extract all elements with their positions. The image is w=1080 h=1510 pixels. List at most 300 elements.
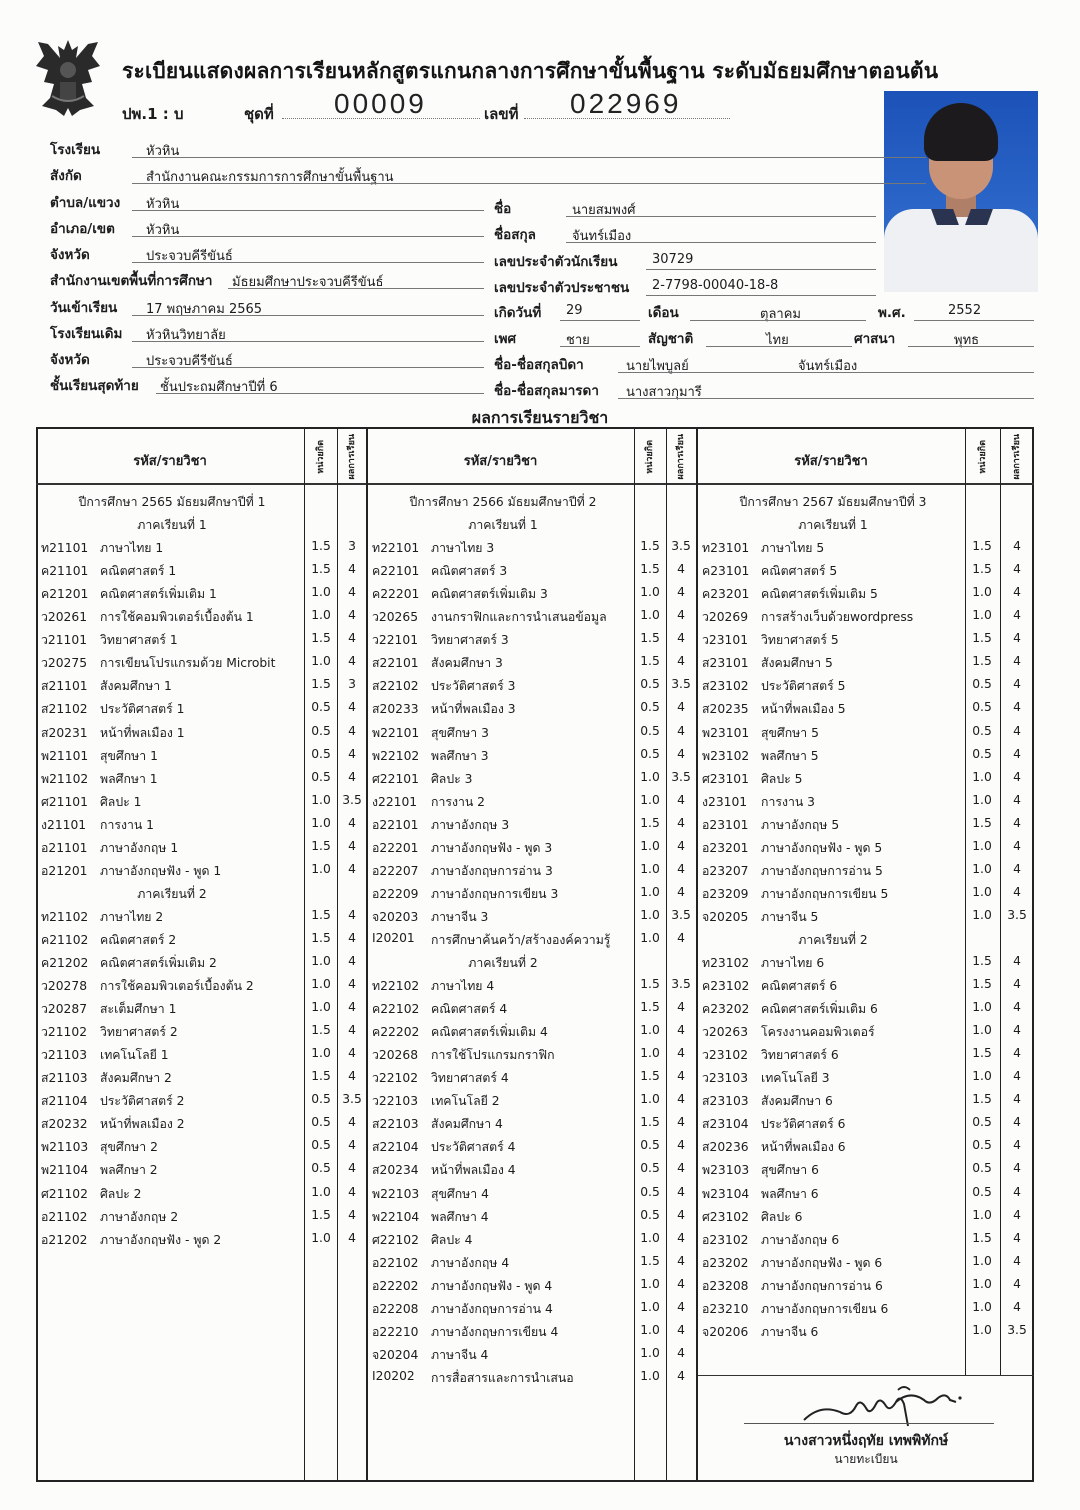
subject-credits: 1.5: [311, 539, 331, 554]
subject-credits: 1.0: [311, 1230, 331, 1245]
subject-grade: 4: [348, 1184, 356, 1199]
subject-name: คณิตศาสตร์เพิ่มเติม 3: [431, 587, 548, 602]
subject-credits: 1.0: [640, 608, 660, 623]
subject-name: การศึกษาค้นคว้า/สร้างองค์ความรู้: [431, 932, 611, 947]
subject-credits: 1.0: [972, 1069, 992, 1084]
subject-name: คณิตศาสตร์เพิ่มเติม 1: [100, 587, 217, 602]
subject-name: พลศึกษา 1: [100, 771, 158, 786]
first-name-value: นายสมพงศ์: [572, 203, 636, 218]
subject-code: ค21102: [41, 932, 89, 947]
subject-row: [372, 539, 698, 562]
subject-row: [41, 954, 369, 977]
student-id-value: 30729: [652, 252, 694, 267]
subject-grade: 4: [348, 1138, 356, 1153]
subject-code: ศ23101: [702, 771, 749, 786]
subject-name: วิทยาศาสตร์ 4: [431, 1071, 509, 1086]
subject-code: ง23101: [702, 794, 748, 809]
subject-grade: 4: [677, 585, 685, 600]
subject-grade: 4: [677, 723, 685, 738]
subject-credits: 0.5: [311, 723, 331, 738]
subject-code: ค21201: [41, 587, 89, 602]
subject-name: คณิตศาสตร์ 2: [100, 932, 177, 947]
subject-grade: 4: [1013, 1138, 1021, 1153]
subject-code: ส21101: [41, 679, 88, 694]
subject-grade: 4: [677, 815, 685, 830]
subject-credits: 1.5: [640, 654, 660, 669]
gender-value: ชาย: [566, 333, 590, 348]
subject-code: พ23102: [702, 748, 750, 763]
subject-name: ภาษาอังกฤษการเขียน 4: [431, 1324, 559, 1339]
subject-code: ส21104: [41, 1094, 88, 1109]
subject-grade: 3.5: [1007, 907, 1027, 922]
subject-grade: 4: [677, 1230, 685, 1245]
subject-code: I20202: [372, 1368, 415, 1383]
subject-grade: 4: [348, 861, 356, 876]
subject-credits: 0.5: [640, 746, 660, 761]
subject-code: ค22202: [372, 1025, 420, 1040]
subject-credits: 1.0: [640, 1092, 660, 1107]
subject-credits: 1.0: [311, 1000, 331, 1015]
subject-grade: 4: [348, 723, 356, 738]
subject-code: อ22209: [372, 886, 419, 901]
subject-row: [372, 700, 698, 723]
document-number: 022969: [570, 88, 682, 119]
subject-code: ว22102: [372, 1071, 419, 1086]
subject-grade: 4: [348, 1161, 356, 1176]
subject-row: [702, 885, 1034, 908]
subject-name: การงาน 2: [431, 794, 486, 809]
mother-value: นางสาวกุมารี: [626, 385, 702, 400]
subject-credits: 1.0: [972, 1299, 992, 1314]
subject-credits: 1.0: [640, 884, 660, 899]
affiliation-value: สำนักงานคณะกรรมการการศึกษาขั้นพื้นฐาน: [146, 170, 394, 185]
subject-name: การงาน 1: [100, 817, 155, 832]
subject-grade: 3.5: [671, 769, 691, 784]
subject-row: [702, 1277, 1034, 1300]
subject-grade: 4: [1013, 1230, 1021, 1245]
subject-row: [41, 793, 369, 816]
subject-code: ว23101: [702, 633, 749, 648]
subject-grade: 4: [1013, 977, 1021, 992]
subject-code: ส20232: [41, 1117, 88, 1132]
subject-grade: 4: [677, 1253, 685, 1268]
subject-grade: 4: [677, 1138, 685, 1153]
subject-code: ศ21101: [41, 794, 88, 809]
registrar-name: นางสาวหนึ่งฤทัย เทพพิทักษ์: [783, 1433, 949, 1449]
subject-row: [702, 862, 1034, 885]
subject-credits: 1.0: [311, 1184, 331, 1199]
subject-row: [702, 585, 1034, 608]
subject-credits: 1.5: [972, 977, 992, 992]
subject-code: ค21101: [41, 564, 89, 579]
subject-name: คณิตศาสตร์เพิ่มเติม 4: [431, 1025, 548, 1040]
subject-name: ภาษาไทย 2: [100, 909, 164, 924]
subject-grade: 4: [1013, 654, 1021, 669]
col-header-grade-1: ผลการเรียน: [346, 434, 357, 480]
subject-credits: 1.0: [311, 585, 331, 600]
subject-credits: 1.0: [972, 1253, 992, 1268]
subject-row: [41, 1023, 369, 1046]
subject-credits: 1.0: [311, 977, 331, 992]
subject-row: [702, 1138, 1034, 1161]
area-office-value: มัธยมศึกษาประจวบคีรีขันธ์: [232, 275, 384, 290]
document-title: ระเบียนแสดงผลการเรียนหลักสูตรแกนกลางการศึกษาขั้นพื้นฐาน ระดับมัธยมศึกษาตอนต้น: [122, 59, 939, 83]
subject-row: [41, 1069, 369, 1092]
subject-row: [41, 1046, 369, 1069]
subject-code: ง22101: [372, 794, 418, 809]
subject-name: วิทยาศาสตร์ 2: [100, 1025, 178, 1040]
subject-row: [41, 862, 369, 885]
subject-credits: 1.0: [311, 954, 331, 968]
subject-name: สุขศึกษา 5: [761, 725, 819, 740]
subject-credits: 1.0: [972, 585, 992, 600]
subject-credits: 1.5: [972, 954, 992, 968]
subject-grade: 4: [348, 1046, 356, 1061]
subject-code: อ22102: [372, 1255, 419, 1270]
subject-name: ภาษาไทย 5: [761, 541, 825, 556]
subject-row: [372, 747, 698, 770]
subject-code: ว22101: [372, 633, 419, 648]
subject-credits: 1.5: [640, 562, 660, 577]
subject-grade: 3.5: [1007, 1322, 1027, 1337]
subject-code: พ23103: [702, 1163, 750, 1178]
subject-code: จ20203: [372, 909, 419, 924]
subject-row: [702, 793, 1034, 816]
subject-row: [372, 793, 698, 816]
col-header-credits-1: หน่วยกิต: [315, 440, 326, 474]
subject-name: ประวัติศาสตร์ 1: [100, 702, 185, 717]
subject-code: พ21104: [41, 1163, 89, 1178]
subject-row: [372, 1277, 698, 1300]
subject-grade: 4: [1013, 792, 1021, 807]
subject-name: ประวัติศาสตร์ 6: [761, 1117, 846, 1132]
subject-row: [41, 562, 369, 585]
subject-grade: 4: [348, 1069, 356, 1084]
col-header-subject-1: รหัส/รายวิชา: [133, 454, 207, 469]
subject-grade: 4: [677, 1276, 685, 1291]
subject-code: ท23101: [702, 541, 750, 556]
year-heading: ปีการศึกษา 2566 มัธยมศึกษาปีที่ 2: [409, 495, 597, 509]
subject-row: [702, 954, 1034, 977]
subject-grade: 3.5: [342, 792, 362, 807]
col-header-subject-3: รหัส/รายวิชา: [794, 454, 868, 469]
subject-row: [41, 977, 369, 1000]
col-header-grade-2: ผลการเรียน: [676, 434, 686, 480]
subject-name: ศิลปะ 4: [431, 1232, 473, 1247]
subject-grade: 4: [1013, 1046, 1021, 1061]
subject-grade: 4: [1013, 838, 1021, 853]
subject-row: [372, 1254, 698, 1277]
subject-name: ประวัติศาสตร์ 2: [100, 1094, 185, 1109]
subject-row: [372, 631, 698, 654]
subject-grade: 4: [348, 1115, 356, 1130]
subject-row: [702, 839, 1034, 862]
subject-grade: 4: [1013, 1092, 1021, 1107]
subject-credits: 1.5: [640, 1253, 660, 1268]
subject-grade: 4: [1013, 1000, 1021, 1015]
subject-credits: 0.5: [311, 1115, 331, 1130]
subject-grade: 4: [348, 815, 356, 830]
subject-code: ว20275: [41, 656, 88, 671]
subject-credits: 1.0: [311, 815, 331, 830]
subject-name: งานกราฟิกและการนำเสนอข้อมูล: [431, 610, 607, 625]
subject-code: จ20204: [372, 1347, 419, 1362]
subject-credits: 0.5: [311, 1092, 331, 1107]
subject-row: [372, 1000, 698, 1023]
subject-credits: 1.5: [640, 539, 660, 554]
subject-credits: 1.5: [972, 562, 992, 577]
subject-row: [372, 585, 698, 608]
subject-code: ค23101: [702, 564, 750, 579]
subject-name: ภาษาอังกฤษการเขียน 6: [761, 1301, 889, 1316]
subject-grade: 4: [348, 838, 356, 853]
subject-credits: 0.5: [972, 1184, 992, 1199]
garuda-emblem-icon: [32, 36, 104, 118]
subject-name: การสื่อสารและการนำเสนอ: [431, 1370, 574, 1385]
subject-code: ว20268: [372, 1048, 419, 1063]
subject-row: [702, 1092, 1034, 1115]
subject-row: [372, 885, 698, 908]
subject-row: [41, 931, 369, 954]
subject-grade: 4: [1013, 1184, 1021, 1199]
subject-name: สุขศึกษา 1: [100, 748, 158, 763]
subject-credits: 1.5: [311, 677, 331, 692]
subject-name: หน้าที่พลเมือง 5: [761, 702, 846, 717]
subject-code: อ22207: [372, 863, 419, 878]
subject-grade: 4: [677, 631, 685, 646]
subject-code: ส23102: [702, 679, 749, 694]
subject-credits: 1.0: [972, 1276, 992, 1291]
subject-grade: 4: [1013, 1207, 1021, 1222]
subject-name: วิทยาศาสตร์ 1: [100, 633, 178, 648]
subject-row: [702, 724, 1034, 747]
subject-credits: 1.0: [311, 792, 331, 807]
subject-credits: 1.5: [972, 815, 992, 830]
subject-grade: 4: [1013, 769, 1021, 784]
subject-code: ส20235: [702, 702, 749, 717]
subject-row: [41, 631, 369, 654]
subject-name: พลศึกษา 4: [431, 1209, 489, 1224]
subject-credits: 1.5: [311, 907, 331, 922]
serial-row: [122, 88, 742, 122]
subject-code: ศ22101: [372, 771, 419, 786]
subject-grade: 4: [1013, 1023, 1021, 1038]
subject-row: [372, 1300, 698, 1323]
subject-code: ท22102: [372, 979, 420, 994]
subject-name: วิทยาศาสตร์ 3: [431, 633, 509, 648]
subject-code: พ23104: [702, 1186, 750, 1201]
subject-row: [41, 770, 369, 793]
subject-code: ศ21102: [41, 1186, 88, 1201]
subject-credits: 1.5: [972, 631, 992, 646]
subject-name: ศิลปะ 2: [100, 1186, 142, 1201]
last-name-value: จันทร์เมือง: [572, 229, 632, 244]
subject-grade: 4: [677, 1092, 685, 1107]
subject-row: [41, 700, 369, 723]
subject-grade: 4: [348, 746, 356, 761]
subject-code: ศ23102: [702, 1209, 749, 1224]
year-heading: ปีการศึกษา 2567 มัธยมศึกษาปีที่ 3: [739, 495, 927, 509]
subject-grade: 4: [677, 746, 685, 761]
subject-code: อ23207: [702, 863, 749, 878]
subject-grade: 4: [677, 1299, 685, 1314]
subject-credits: 1.0: [972, 1207, 992, 1222]
subject-row: [372, 1161, 698, 1184]
subject-name: ภาษาอังกฤษฟัง - พูด 4: [431, 1278, 553, 1293]
subject-row: [702, 1300, 1034, 1323]
subject-code: อ21201: [41, 863, 88, 878]
subject-credits: 1.0: [972, 861, 992, 876]
subject-name: สุขศึกษา 6: [761, 1163, 819, 1178]
subject-credits: 0.5: [972, 746, 992, 761]
subject-row: [702, 608, 1034, 631]
subject-grade: 4: [677, 1184, 685, 1199]
subject-grade: 4: [1013, 539, 1021, 554]
subject-row: [372, 562, 698, 585]
term-heading: ภาคเรียนที่ 1: [137, 518, 207, 533]
subject-row: [702, 1254, 1034, 1277]
subject-credits: 1.0: [972, 1000, 992, 1015]
subject-name: คณิตศาสตร์ 6: [761, 979, 838, 994]
subject-row: [702, 677, 1034, 700]
subject-credits: 1.0: [640, 1023, 660, 1038]
subject-name: สังคมศึกษา 1: [100, 679, 172, 694]
subject-credits: 1.5: [972, 1230, 992, 1245]
birth-day-value: 29: [566, 303, 583, 318]
subject-grade: 4: [677, 608, 685, 623]
transcript-page: ระเบียนแสดงผลการเรียนหลักสูตรแกนกลางการศึกษาขั้นพื้นฐาน ระดับมัธยมศึกษาตอนต้น ปพ.1 : บ ชุดที่ 00009 เลขที่ 022969 โรงเรียน หัวหิน สังกัด สำนักงานคณะกรรมการการศึกษาขั้นพื้นฐาน ตำบล/แขวง หัวหิน อำเภอ/เขต หัวหิน จังหวัด ประจวบคีรีขันธ์ สำนักงานเขตพื้นที่การศึกษา มัธยมศึกษาประจวบคีรีขันธ์ วันเข้าเรียน 17 พฤษภาคม 2565 โรงเรียนเดิม หัวหินวิทยาลัย จังหวัด ประจวบคีรีขันธ์ ชั้นเรียนสุดท้าย ชั้นประถมศึกษาปีที่ 6 ชื่อ นายสมพงศ์ ชื่อสกุล จันทร์เมือง เลขประจำตัวนักเรียน 30729 เลขประจำตัวประชาชน 2-7798-00040-18-8 เกิดวันที่ 29 เดือน ตุลาคม พ.ศ. 2552 เพศ ชาย สัญชาติ ไทย ศาสนา พุทธ ชื่อ-ชื่อสกุลบิดา นายไพบูลย์ จันทร์เมือง ชื่อ-ชื่อสกุลมารดา นางสาวกุมารี ผลการเรียนรายวิชา รหัส/รายวิชา หน่วยกิต ผลการเรียน รหัส/รายวิชา หน่วยกิต ผลการเรียน รหัส/รายวิชา หน่วยกิต ผลการเรียน ปีการศึกษา 2565 มัธยมศึกษาปีที่ 1 ภาคเรียนที่ 1 ท21101 ภาษาไทย 1 1.5 3 ค21101 คณิตศาสตร์ 1 1.5 4 ค21201 คณิตศาสตร์เพิ่มเติม 1 1.0 4 ว20261 การใช้คอมพิวเตอร์เบื้องต้น 1 1.0 4 ว21101 วิทยาศาสตร์ 1 1.5 4 ว20275 การเขียนโปรแกรมด้วย Microbit 1.0 4 ส21101 สังคมศึกษา 1 1.5 3 ส21102 ประวัติศาสตร์ 1 0.5 4 ส20231 หน้าที่พลเมือง 1 0.5 4 พ21101 สุขศึกษา 1 0.5 4 พ21102 พลศึกษา 1 0.5 4 ศ21101 ศิลปะ 1 1.0 3.5 ง21101 การงาน 1 1.0 4 อ21101 ภาษาอังกฤษ 1 1.5 4 อ21201 ภาษาอังกฤษฟัง - พูด 1 1.0 4 ภาคเรียนที่ 2 ท21102 ภาษาไทย 2 1.5 4 ค21102 คณิตศาสตร์ 2 1.5 4 ค21202 คณิตศาสตร์เพิ่มเติม 2 1.0 4 ว20278 การใช้คอมพิวเตอร์เบื้องต้น 2 1.0 4 ว20287 สะเต็มศึกษา 1 1.0 4 ว21102 วิทยาศาสตร์ 2 1.5 4 ว21103 เทคโนโลยี 1 1.0 4 ส21103 สังคมศึกษา 2 1.5 4 ส21104 ประวัติศาสตร์ 2 0.5 3.5 ส20232 หน้าที่พลเมือง 2 0.5 4 พ21103 สุขศึกษา 2 0.5 4 พ21104 พลศึกษา 2 0.5 4 ศ21102 ศิลปะ 2 1.0 4 อ21102 ภาษาอังกฤษ 2 1.5 4 อ21202 ภาษาอังกฤษฟัง - พูด 2 1.0 4 ปีการศึกษา 2566 มัธยมศึกษาปีที่ 2 ภาคเรียนที่ 1 ท22101 ภาษาไทย 3 1.5 3.5 ค22101 คณิตศาสตร์ 3 1.5 4 ค22201 คณิตศาสตร์เพิ่มเติม 3 1.0 4 ว20265 งานกราฟิกและการนำเสนอข้อมูล 1.0 4 ว22101 วิทยาศาสตร์ 3 1.5 4 ส22101 สังคมศึกษา 3 1.5 4 ส22102 ประวัติศาสตร์ 3 0.5 3.5 ส20233 หน้าที่พลเมือง 3 0.5 4 พ22101 สุขศึกษา 3 0.5 4 พ22102 พลศึกษา 3 0.5 4 ศ22101 ศิลปะ 3 1.0 3.5 ง22101 การงาน 2 1.0 4 อ22101 ภาษาอังกฤษ 3 1.5 4 อ22201 ภาษาอังกฤษฟัง - พูด 3 1.0 4 อ22207 ภาษาอังกฤษการอ่าน 3 1.0 4 อ22209 ภาษาอังกฤษการเขียน 3 1.0 4 จ20203 ภาษาจีน 3 1.0 3.5 I20201 การศึกษาค้นคว้า/สร้างองค์ความรู้ 1.0 4 ภาคเรียนที่ 2 ท22102 ภาษาไทย 4 1.5 3.5 ค22102 คณิตศาสตร์ 4 1.5 4 ค22202 คณิตศาสตร์เพิ่มเติม 4 1.0 4 ว20268 การใช้โปรแกรมกราฟิก 1.0 4 ว22102 วิทยาศาสตร์ 4 1.5 4 ว22103 เทคโนโลยี 2 1.0 4 ส22103 สังคมศึกษา 4 1.5 4 ส22104 ประวัติศาสตร์ 4 0.5 4 ส20234 หน้าที่พลเมือง 4 0.5 4 พ22103 สุขศึกษา 4 0.5 4 พ22104 พลศึกษา 4 0.5 4 ศ22102 ศิลปะ 4 1.0 4 อ22102 ภาษาอังกฤษ 4 1.5 4 อ22202 ภาษาอังกฤษฟัง - พูด 4 1.0 4 อ22208 ภาษาอังกฤษการอ่าน 4 1.0 4 อ22210 ภาษาอังกฤษการเขียน 4 1.0 4 จ20204 ภาษาจีน 4 1.0 4 I20202 การสื่อสารและการนำเสนอ 1.0 4 ปีการศึกษา 2567 มัธยมศึกษาปีที่ 3 ภาคเรียนที่ 1 ท23101 ภาษาไทย 5 1.5 4 ค23101 คณิตศาสตร์ 5 1.5 4 ค23201 คณิตศาสตร์เพิ่มเติม 5 1.0 4 ว20269 การสร้างเว็บด้วยwordpress 1.0 4 ว23101 วิทยาศาสตร์ 5 1.5 4 ส23101 สังคมศึกษา 5 1.5 4 ส23102 ประวัติศาสตร์ 5 0.5 4 ส20235 หน้าที่พลเมือง 5 0.5 4 พ23101 สุขศึกษา 5 0.5 4 พ23102 พลศึกษา 5 0.5 4 ศ23101 ศิลปะ 5 1.0 4 ง23101 การงาน 3 1.0 4 อ23101 ภาษาอังกฤษ 5 1.5 4 อ23201 ภาษาอังกฤษฟัง - พูด 5 1.0 4 อ23207 ภาษาอังกฤษการอ่าน 5 1.0 4 อ23209 ภาษาอังกฤษการเขียน 5 1.0 4 จ20205 ภาษาจีน 5 1.0 3.5 ภาคเรียนที่ 2 ท23102 ภาษาไทย 6 1.5 4 ค23102 คณิตศาสตร์ 6 1.5 4 ค23202 คณิตศาสตร์เพิ่มเติม 6 1.0 4 ว20263 โครงงานคอมพิวเตอร์ 1.0 4 ว23102 วิทยาศาสตร์ 6 1.5 4 ว23103 เทคโนโลยี 3 1.0 4 ส23103 สังคมศึกษา 6 1.5 4 ส23104 ประวัติศาสตร์ 6 0.5 4 ส20236 หน้าที่พลเมือง 6 0.5 4 พ23103 สุขศึกษา 6 0.5 4 พ23104 พลศึกษา 6 0.5 4 ศ23102 ศิลปะ 6 1.0 4 อ23102 ภาษาอังกฤษ 6 1.5 4 อ23202 ภาษาอังกฤษฟัง - พูด 6 1.0 4 อ23208 ภาษาอังกฤษการอ่าน 6 1.0 4 อ23210 ภาษาอังกฤษการเขียน 6 1.0 4 จ20206 ภาษาจีน 6 1.0 3.5 นางสาวหนึ่งฤทัย เทพพิทักษ์ นายทะเบียน: [0, 0, 1080, 1510]
subject-row: [702, 1323, 1034, 1346]
subject-row: [372, 1369, 698, 1392]
subject-grade: 3.5: [671, 539, 691, 554]
subject-row: [372, 770, 698, 793]
subject-grade: 4: [1013, 608, 1021, 623]
province-value: ประจวบคีรีขันธ์: [146, 249, 233, 264]
subject-name: เทคโนโลยี 1: [100, 1048, 169, 1063]
subject-row: [372, 654, 698, 677]
subject-grade: 4: [1013, 746, 1021, 761]
subject-row: [702, 908, 1034, 931]
subject-credits: 1.5: [311, 930, 331, 945]
subject-name: การใช้โปรแกรมกราฟิก: [431, 1048, 555, 1063]
subject-name: เทคโนโลยี 3: [761, 1071, 830, 1086]
subject-code: ส23101: [702, 656, 749, 671]
subject-code: ส23103: [702, 1094, 749, 1109]
subject-code: ว20261: [41, 610, 88, 625]
subject-credits: 1.0: [972, 1023, 992, 1038]
subject-name: สังคมศึกษา 5: [761, 656, 833, 671]
subject-name: สังคมศึกษา 4: [431, 1117, 503, 1132]
subject-row: [372, 1138, 698, 1161]
term-heading: ภาคเรียนที่ 1: [468, 518, 538, 533]
subject-name: ภาษาอังกฤษฟัง - พูด 2: [100, 1232, 222, 1247]
subject-grade: 4: [1013, 677, 1021, 692]
subject-grade: 4: [348, 608, 356, 623]
subject-grade: 4: [677, 838, 685, 853]
subject-code: ส21103: [41, 1071, 88, 1086]
subject-name: ภาษาจีน 3: [431, 909, 489, 924]
subject-row: [702, 700, 1034, 723]
subject-credits: 0.5: [311, 700, 331, 715]
subject-code: ว20278: [41, 979, 88, 994]
subject-code: อ22101: [372, 817, 419, 832]
subject-code: ว21102: [41, 1025, 88, 1040]
subject-name: หน้าที่พลเมือง 1: [100, 725, 185, 740]
subject-row: [41, 608, 369, 631]
subject-grade: 4: [348, 769, 356, 784]
subject-code: ว20263: [702, 1025, 749, 1040]
subject-grade: 3.5: [671, 977, 691, 992]
subject-credits: 1.5: [640, 1115, 660, 1130]
subject-grade: 4: [677, 654, 685, 669]
results-title: ผลการเรียนรายวิชา: [471, 408, 609, 427]
subject-name: ภาษาไทย 3: [431, 541, 495, 556]
subject-credits: 1.0: [640, 1299, 660, 1314]
subject-row: [372, 1346, 698, 1369]
term-heading: ภาคเรียนที่ 1: [798, 518, 868, 533]
subject-code: อ23202: [702, 1255, 749, 1270]
subject-credits: 1.5: [311, 1069, 331, 1084]
subject-row: [41, 908, 369, 931]
subject-code: ว23103: [702, 1071, 749, 1086]
subject-row: [41, 1115, 369, 1138]
district-value: หัวหิน: [146, 223, 180, 238]
subject-grade: 4: [677, 1000, 685, 1015]
subject-name: ศิลปะ 1: [100, 794, 142, 809]
subject-name: การใช้คอมพิวเตอร์เบื้องต้น 1: [100, 610, 254, 625]
subject-credits: 0.5: [640, 1184, 660, 1199]
subject-grade: 3: [348, 539, 356, 554]
subject-name: ภาษาอังกฤษ 1: [100, 840, 179, 855]
subject-code: อ21202: [41, 1232, 88, 1247]
subject-credits: 0.5: [640, 723, 660, 738]
subject-code: อ22208: [372, 1301, 419, 1316]
col-header-grade-3: ผลการเรียน: [1012, 434, 1022, 480]
subject-code: ค23102: [702, 979, 750, 994]
subject-credits: 1.5: [311, 838, 331, 853]
subject-grade: 4: [677, 884, 685, 899]
subject-row: [702, 1231, 1034, 1254]
subject-row: [702, 770, 1034, 793]
birth-year-value: 2552: [948, 303, 982, 318]
subject-row: [702, 654, 1034, 677]
subject-grade: 4: [677, 1115, 685, 1130]
col-header-subject-2: รหัส/รายวิชา: [463, 454, 538, 469]
subject-row: [41, 654, 369, 677]
subject-grade: 4: [1013, 1161, 1021, 1176]
subject-code: ว20269: [702, 610, 749, 625]
subject-credits: 0.5: [972, 723, 992, 738]
subject-name: การใช้คอมพิวเตอร์เบื้องต้น 2: [100, 979, 254, 994]
subject-code: ค22201: [372, 587, 420, 602]
subject-credits: 1.0: [972, 792, 992, 807]
subject-name: คณิตศาสตร์เพิ่มเติม 6: [761, 1002, 878, 1017]
registrar-title: นายทะเบียน: [834, 1452, 898, 1466]
subject-name: การงาน 3: [761, 794, 816, 809]
subject-code: ศ22102: [372, 1232, 419, 1247]
subject-code: ท23102: [702, 956, 750, 970]
subject-name: ภาษาอังกฤษฟัง - พูด 6: [761, 1255, 883, 1270]
subject-credits: 1.5: [972, 654, 992, 669]
subject-code: พ21101: [41, 748, 89, 763]
subject-credits: 1.0: [972, 769, 992, 784]
subject-grade: 4: [348, 954, 356, 968]
subject-name: คณิตศาสตร์ 4: [431, 1002, 508, 1017]
subject-credits: 1.5: [640, 631, 660, 646]
subject-row: [372, 977, 698, 1000]
subject-code: อ21102: [41, 1209, 88, 1224]
subject-grade: 4: [677, 1046, 685, 1061]
